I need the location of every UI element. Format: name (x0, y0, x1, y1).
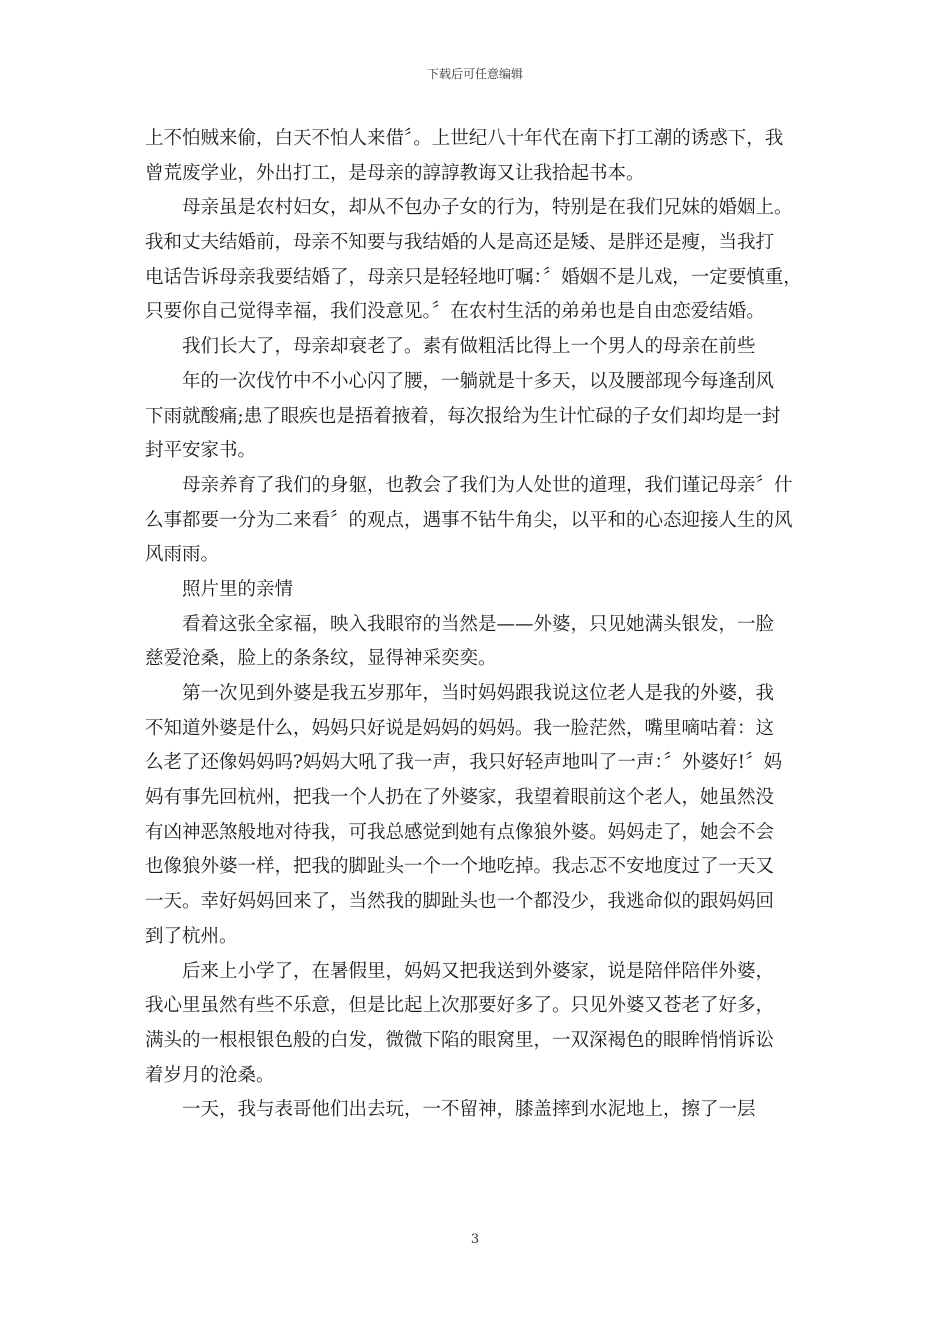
text-line: 慈爱沧桑，脸上的条条纹，显得神采奕奕。 (145, 648, 497, 670)
text-line: 我和丈夫结婚前，母亲不知要与我结婚的人是高还是矮、是胖还是瘦，当我打 (145, 232, 775, 254)
text-line: 着岁月的沧桑。 (145, 1064, 275, 1086)
text-line: 我们长大了，母亲却衰老了。素有做粗活比得上一个男人的母亲在前些 (182, 336, 756, 358)
text-line: 一天，我与表哥他们出去玩，一不留神，膝盖摔到水泥地上，擦了一层 (182, 1099, 756, 1121)
text-line: 照片里的亲情 (182, 578, 294, 600)
text-line: 妈有事先回杭州，把我一个人扔在了外婆家，我望着眼前这个老人，她虽然没 (145, 787, 775, 809)
text-line: 母亲养育了我们的身躯，也教会了我们为人处世的道理，我们谨记母亲〞什 (182, 474, 793, 496)
text-line: 后来上小学了，在暑假里，妈妈又把我送到外婆家，说是陪伴陪伴外婆， (182, 960, 775, 982)
text-line: 下雨就酸痛;患了眼疾也是捂着掖着，每次报给为生计忙碌的子女们却均是一封 (145, 405, 781, 427)
text-line: 到了杭州。 (145, 925, 238, 947)
text-line: 风雨雨。 (145, 544, 220, 566)
text-line: 不知道外婆是什么，妈妈只好说是妈妈的妈妈。我一脸茫然，嘴里嘀咕着：这 (145, 717, 775, 739)
text-line: 第一次见到外婆是我五岁那年，当时妈妈跟我说这位老人是我的外婆，我 (182, 683, 775, 704)
text-line: 看着这张全家福，映入我眼帘的当然是——外婆，只见她满头银发，一脸 (182, 613, 775, 635)
text-line: 满头的一根根银色般的白发，微微下陷的眼窝里，一双深褐色的眼眸悄悄诉讼 (145, 1029, 775, 1051)
text-line: 曾荒废学业，外出打工，是母亲的諄諄教诲又让我拾起书本。 (145, 162, 645, 184)
page-number: 3 (470, 1232, 480, 1247)
text-line: 么老了还像妈妈吗?妈妈大吼了我一声，我只好轻声地叫了一声：〞外婆好!〞妈 (145, 752, 783, 774)
text-line: 么事都要一分为二来看〞的观点，遇事不钻牛角尖，以平和的心态迎接人生的风 (145, 509, 793, 531)
text-line: 母亲虽是农村妇女，却从不包办子女的行为，特别是在我们兄妹的婚姻上。 (182, 197, 793, 219)
text-line: 年的一次伐竹中不小心闪了腰，一躺就是十多天，以及腰部现今每逢刮风 (182, 370, 775, 392)
text-line: 有凶神恶煞般地对待我，可我总感觉到她有点像狼外婆。妈妈走了，她会不会 (145, 821, 775, 843)
page-header: 下载后可任意编辑 (426, 67, 523, 81)
document-body (145, 122, 807, 1128)
text-line: 电话告诉母亲我要结婚了，母亲只是轻轻地叮嘱：〞婚姻不是儿戏，一定要慎重， (145, 266, 802, 288)
text-line: 一天。幸好妈妈回来了，当然我的脚趾头也一个都没少，我逃命似的跟妈妈回 (145, 891, 775, 913)
text-line: 封平安家书。 (145, 440, 257, 462)
text-line: 上不怕贼来偷，白天不怕人来借〞。上世纪八十年代在南下打工潮的诱惑下，我 (145, 128, 784, 149)
text-line: 只要你自己觉得幸福，我们没意见。〞在农村生活的弟弟也是自由恋爱结婚。 (145, 301, 765, 323)
text-line: 我心里虽然有些不乐意，但是比起上次那要好多了。只见外婆又苍老了好多， (145, 995, 775, 1017)
text-line: 也像狼外婆一样，把我的脚趾头一个一个地吃掉。我忐忑不安地度过了一天又 (145, 856, 775, 878)
